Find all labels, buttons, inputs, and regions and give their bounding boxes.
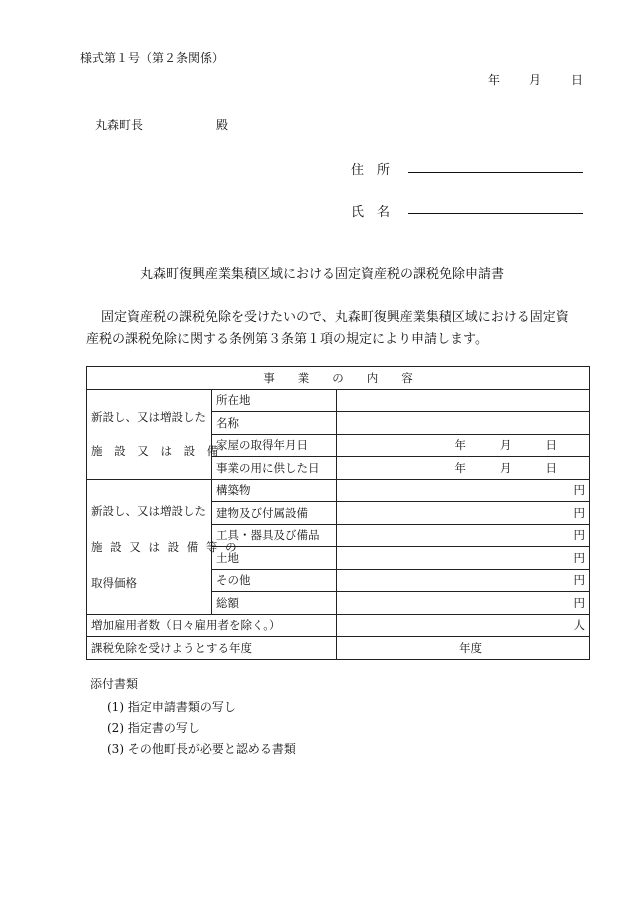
- employees-value[interactable]: [337, 614, 590, 637]
- body-text-line2: 産税の課税免除に関する条例第３条第１項の規定により申請します。: [86, 332, 488, 347]
- buildings-value[interactable]: [337, 502, 590, 525]
- document-title: 丸森町復興産業集積区域における固定資産税の課税免除申請書: [140, 267, 505, 282]
- row-label-location: 所在地: [212, 389, 337, 412]
- yen-unit: 円: [573, 550, 586, 565]
- fiscal-year-unit: 年度: [459, 640, 482, 655]
- group2-label-line1: 新設し、又は増設した: [91, 503, 206, 518]
- yen-unit: 円: [573, 483, 586, 498]
- acq-day-label: 日: [545, 438, 558, 453]
- use-day-label: 日: [545, 460, 558, 475]
- total-value[interactable]: [337, 592, 590, 615]
- attachment-item: (3) その他町長が必要と認める書類: [107, 742, 296, 756]
- date-month-label: 月: [529, 73, 542, 87]
- group1-label-line1: 新設し、又は増設した: [91, 410, 206, 424]
- row-label-land: 土地: [212, 547, 337, 570]
- address-label: 住 所: [351, 163, 391, 178]
- attachment-item: (2) 指定書の写し: [107, 721, 200, 735]
- row-label-acquisition-date: 家屋の取得年月日: [212, 434, 337, 457]
- yen-unit: 円: [573, 528, 586, 543]
- attachment-item: (1) 指定申請書類の写し: [107, 700, 236, 714]
- name-input-line[interactable]: [408, 213, 583, 214]
- use-year-label: 年: [454, 460, 467, 475]
- acq-month-label: 月: [500, 438, 512, 453]
- structures-value[interactable]: [337, 479, 590, 502]
- group2-label-line2: 施 設 又 は 設 備 等 の: [91, 539, 239, 554]
- addressee-honorific: 殿: [216, 118, 229, 132]
- group1-label: [87, 389, 223, 479]
- group1-label-line2: 施 設 又 は 設 備: [91, 444, 223, 458]
- yen-unit: 円: [573, 595, 586, 610]
- business-details-table: [86, 366, 590, 660]
- person-unit: 人: [573, 618, 586, 633]
- acquisition-date-value[interactable]: [337, 434, 590, 457]
- row-label-name: 名称: [212, 412, 337, 435]
- row-label-exemption-year: 課税免除を受けようとする年度: [87, 637, 337, 660]
- row-label-other: その他: [212, 569, 337, 592]
- row-label-structures: 構築物: [212, 479, 337, 502]
- date-year-label: 年: [488, 73, 501, 87]
- exemption-year-value[interactable]: [337, 637, 590, 660]
- address-input-line[interactable]: [408, 172, 583, 173]
- use-month-label: 月: [500, 460, 512, 475]
- row-label-tools: 工具・器具及び備品: [212, 524, 337, 547]
- group2-label-line3: 取得価格: [91, 575, 137, 590]
- business-use-date-value[interactable]: [337, 457, 590, 480]
- location-value[interactable]: [337, 389, 590, 412]
- row-label-total: 総額: [212, 592, 337, 615]
- row-label-business-use-date: 事業の用に供した日: [212, 457, 337, 480]
- facility-name-value[interactable]: [337, 412, 590, 435]
- attachments-title: 添付書類: [90, 677, 139, 691]
- table-header: 事 業 の 内 容: [87, 367, 590, 390]
- date-day-label: 日: [571, 73, 584, 87]
- yen-unit: 円: [573, 573, 586, 588]
- name-label: 氏 名: [351, 205, 391, 220]
- yen-unit: 円: [573, 505, 586, 520]
- other-value[interactable]: [337, 569, 590, 592]
- addressee-name: 丸森町長: [95, 118, 144, 132]
- acq-year-label: 年: [454, 438, 467, 453]
- row-label-buildings: 建物及び付属設備: [212, 502, 337, 525]
- land-value[interactable]: [337, 547, 590, 570]
- form-number: 様式第１号（第２条関係）: [80, 51, 225, 65]
- tools-value[interactable]: [337, 524, 590, 547]
- body-text-line1: 固定資産税の課税免除を受けたいので、丸森町復興産業集積区域における固定資: [101, 310, 569, 325]
- row-label-employees: 増加雇用者数（日々雇用者を除く。）: [87, 614, 337, 637]
